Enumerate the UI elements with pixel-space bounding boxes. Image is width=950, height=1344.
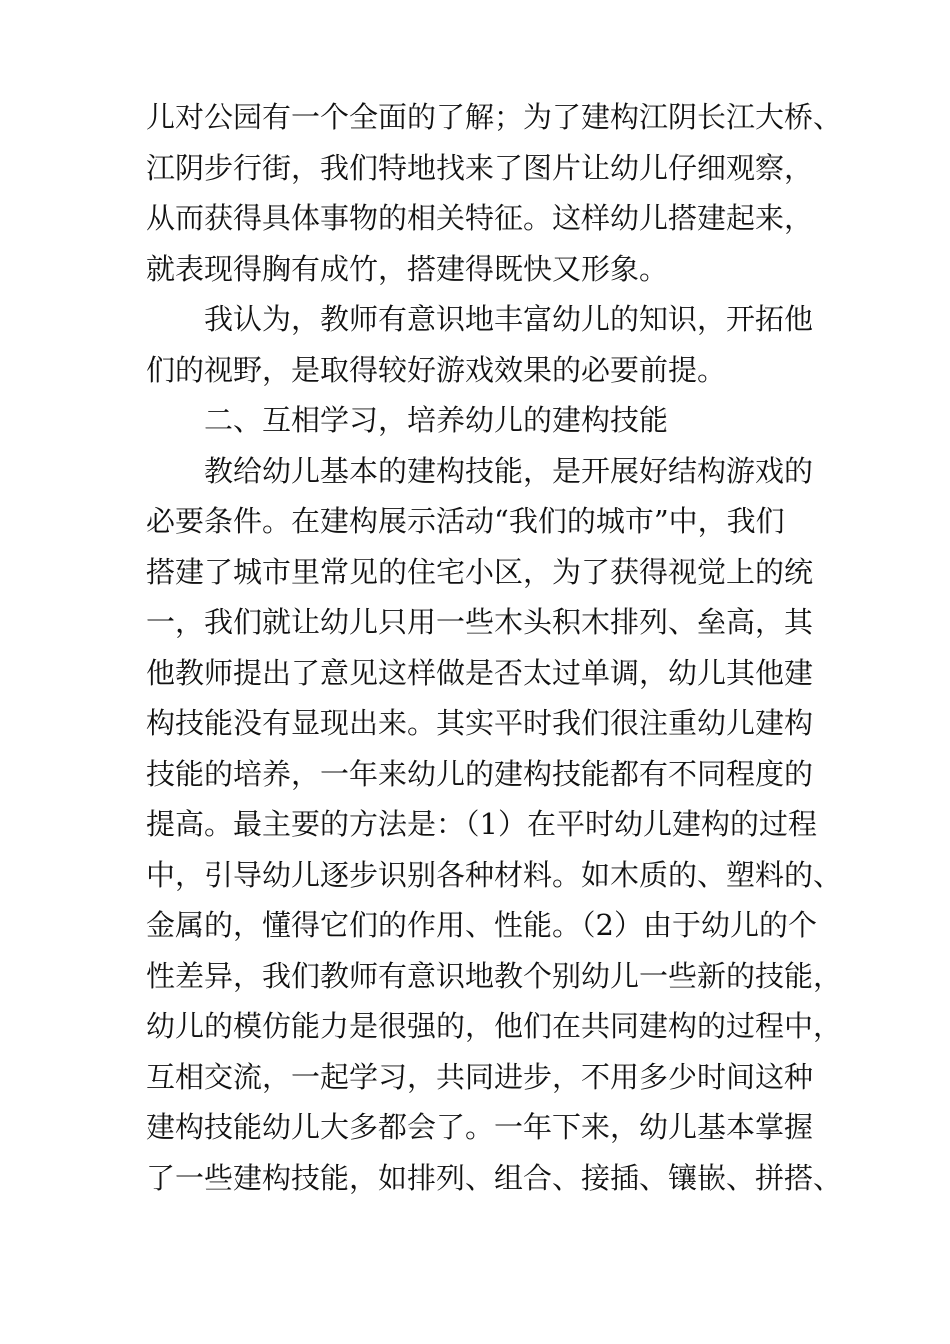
text-line: 江阴步行街，我们特地找来了图片让幼儿仔细观察， (146, 150, 814, 185)
paragraph-first-line: 我认为，教师有意识地丰富幼儿的知识，开拓他 (204, 302, 814, 336)
text-line: 技能的培养，一年来幼儿的建构技能都有不同程度的 (146, 756, 814, 791)
text-line: 搭建了城市里常见的住宅小区，为了获得视觉上的统 (146, 554, 814, 589)
body-text (146, 92, 843, 1203)
text-line: 他教师提出了意见这样做是否太过单调，幼儿其他建 (146, 655, 814, 690)
text-line: 幼儿的模仿能力是很强的，他们在共同建构的过程中， (146, 1009, 843, 1043)
text-line: 就表现得胸有成竹，搭建得既快又形象。 (146, 251, 669, 286)
text-line: 金属的，懂得它们的作用、性能。（2）由于幼儿的个 (146, 908, 817, 942)
text-line: 中，引导幼儿逐步识别各种材料。如木质的、塑料的、 (146, 857, 843, 892)
text-line: 一，我们就让幼儿只用一些木头积木排列、垒高，其 (146, 605, 814, 639)
text-line: 建构技能幼儿大多都会了。一年下来，幼儿基本掌握 (146, 1110, 814, 1144)
text-line: 了一些建构技能，如排列、组合、接插、镶嵌、拼搭、 (146, 1160, 843, 1195)
paragraph-first-line: 教给幼儿基本的建构技能，是开展好结构游戏的 (204, 453, 814, 488)
text-line: 儿对公园有一个全面的了解；为了建构江阴长江大桥、 (146, 100, 843, 134)
text-line: 从而获得具体事物的相关特征。这样幼儿搭建起来， (146, 201, 814, 235)
text-line: 提高。最主要的方法是：（1）在平时幼儿建构的过程 (146, 807, 817, 841)
text-line: 们的视野，是取得较好游戏效果的必要前提。 (146, 352, 727, 387)
text-line: 互相交流，一起学习，共同进步，不用多少时间这种 (146, 1059, 814, 1094)
text-line: 必要条件。在建构展示活动“我们的城市”中，我们 (146, 504, 785, 538)
section-heading: 二、互相学习，培养幼儿的建构技能 (204, 403, 669, 437)
text-line: 性差异，我们教师有意识地教个别幼儿一些新的技能， (146, 958, 843, 993)
text-line: 构技能没有显现出来。其实平时我们很注重幼儿建构 (146, 706, 814, 740)
